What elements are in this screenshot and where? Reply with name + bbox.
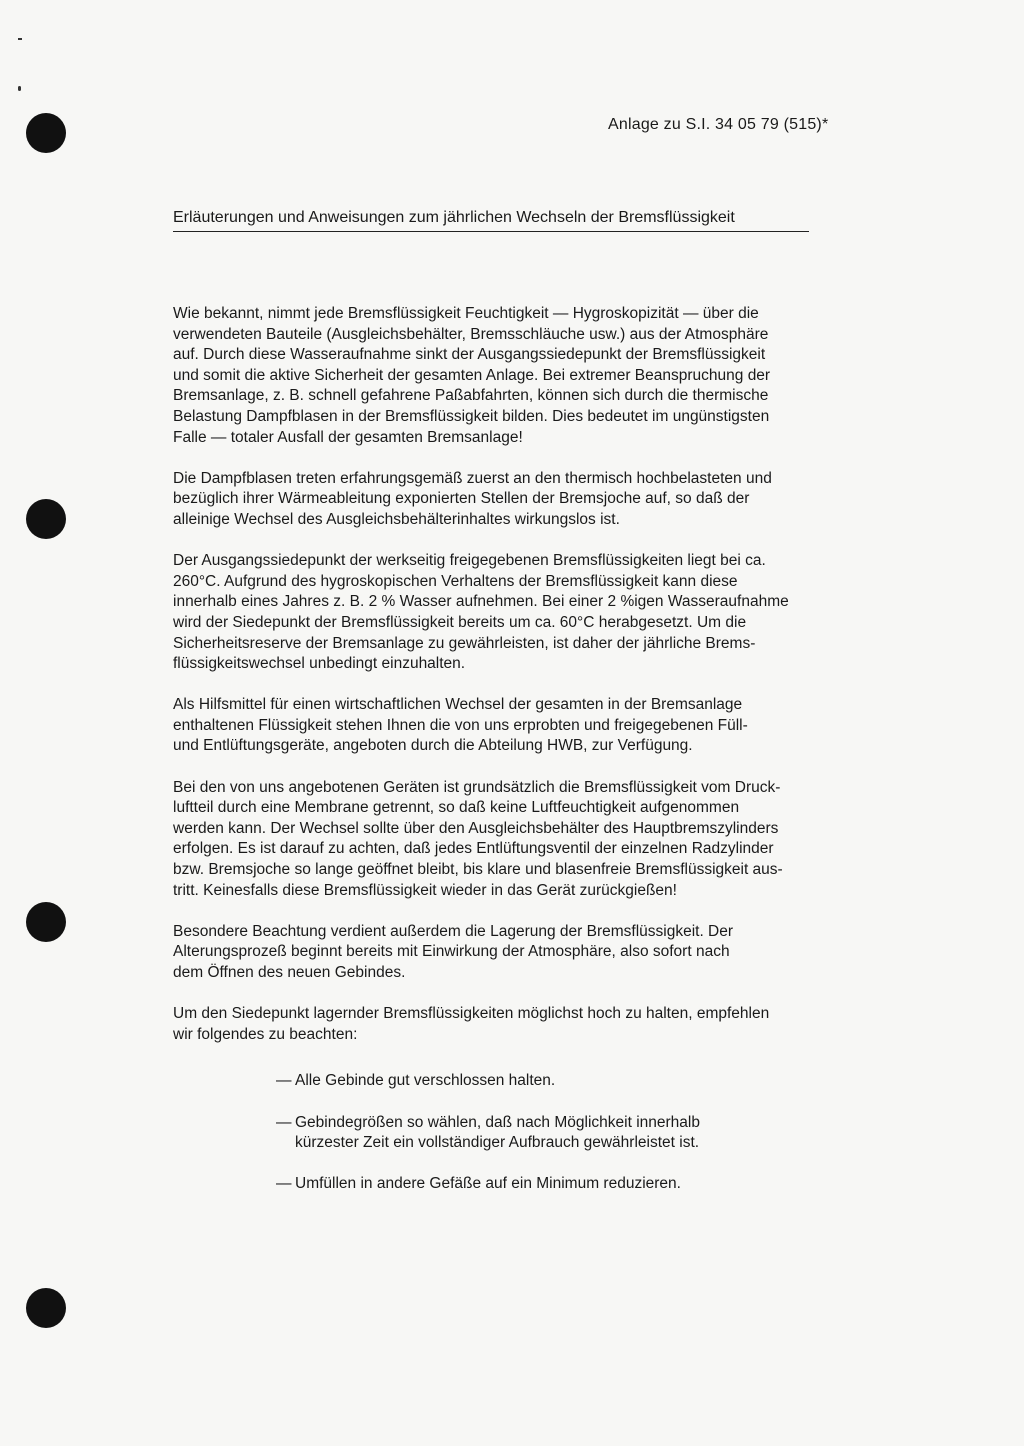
text-line: kürzester Zeit ein vollständiger Aufbrauch gewährleistet ist. [295,1134,700,1152]
recommendation-list [173,1071,885,1195]
text-line: und somit die aktive Sicherheit der gesamten Anlage. Bei extremer Beanspruchung der [173,366,771,384]
text-line: bzw. Bremsjoche so lange geöffnet bleibt, bis klare und blasenfreie Bremsflüssigkeit aus- [173,861,783,879]
dash-marker: — [276,1175,292,1193]
text-line: werden kann. Der Wechsel sollte über den Ausgleichsbehälter des Hauptbremszylinders [173,819,779,837]
list-item [276,1071,885,1092]
text-line: Alterungsprozeß beginnt bereits mit Einwirkung der Atmosphäre, also sofort nach [173,943,730,961]
text-line: Gebindegrößen so wählen, daß nach Möglichkeit innerhalb [295,1113,700,1131]
list-item [276,1174,885,1195]
text-line: erfolgen. Es ist darauf zu achten, daß jedes Entlüftungsventil der einzelnen Radzylinder [173,840,774,858]
dash-marker: — [276,1072,292,1090]
punch-hole [26,902,66,942]
list-item [276,1113,885,1154]
text-line: alleinige Wechsel des Ausgleichsbehälterinhaltes wirkungslos ist. [173,510,620,528]
text-line: Die Dampfblasen treten erfahrungsgemäß zuerst an den thermisch hochbelasteten und [173,469,772,487]
text-line: luftteil durch eine Membrane getrennt, so daß keine Luftfeuchtigkeit aufgenommen [173,799,740,817]
punch-hole [26,499,66,539]
paragraph-hygroscopy [173,304,885,448]
paragraph-vapor-bubbles [173,469,885,531]
paragraph-procedure [173,778,885,902]
punch-hole [26,113,66,153]
text-line: Bei den von uns angebotenen Geräten ist grundsätzlich die Bremsflüssigkeit vom Druck- [173,778,781,796]
document-body [173,304,885,1216]
text-line: Als Hilfsmittel für einen wirtschaftlichen Wechsel der gesamten in der Bremsanlage [173,696,743,714]
text-line: Falle — totaler Ausfall der gesamten Bremsanlage! [173,428,523,446]
text-line: Belastung Dampfblasen in der Bremsflüssigkeit bilden. Dies bedeutet im ungünstigsten [173,407,770,425]
text-line: wird der Siedepunkt der Bremsflüssigkeit bereits um ca. 60°C herabgesetzt. Um die [173,613,747,631]
paragraph-recommendations [173,1004,885,1045]
text-line: tritt. Keinesfalls diese Bremsflüssigkeit wieder in das Gerät zurückgießen! [173,881,677,899]
text-line: Um den Siedepunkt lagernder Bremsflüssigkeiten möglichst hoch zu halten, empfehlen [173,1005,770,1023]
paragraph-tools [173,695,885,757]
punch-hole [26,1288,66,1328]
scan-speck [18,38,22,40]
text-line: Alle Gebinde gut verschlossen halten. [295,1072,556,1090]
text-line: Der Ausgangssiedepunkt der werkseitig freigegebenen Bremsflüssigkeiten liegt bei ca. [173,552,766,570]
text-line: wir folgendes zu beachten: [173,1025,358,1043]
text-line: Besondere Beachtung verdient außerdem die Lagerung der Bremsflüssigkeit. Der [173,922,734,940]
text-line: 260°C. Aufgrund des hygroskopischen Verhaltens der Bremsflüssigkeit kann diese [173,572,738,590]
text-line: auf. Durch diese Wasseraufnahme sinkt der Ausgangssiedepunkt der Bremsflüssigkeit [173,346,766,364]
text-line: Bremsanlage, z. B. schnell gefahrene Paßabfahrten, können sich durch die thermische [173,387,769,405]
text-line: enthaltenen Flüssigkeit stehen Ihnen die von uns erprobten und freigegebenen Füll- [173,716,748,734]
dash-marker: — [276,1113,292,1131]
text-line: flüssigkeitswechsel unbedingt einzuhalten. [173,655,466,673]
text-line: bezüglich ihrer Wärmeableitung exponierten Stellen der Bremsjoche auf, so daß der [173,490,750,508]
text-line: Sicherheitsreserve der Bremsanlage zu gewährleisten, ist daher der jährliche Brems- [173,634,756,652]
text-line: und Entlüftungsgeräte, angeboten durch die Abteilung HWB, zur Verfügung. [173,737,693,755]
text-line: Umfüllen in andere Gefäße auf ein Minimum reduzieren. [295,1175,681,1193]
document-reference: Anlage zu S.I. 34 05 79 (515)* [608,116,829,133]
paragraph-boiling-point [173,551,885,675]
text-line: verwendeten Bauteile (Ausgleichsbehälter, Bremsschläuche usw.) aus der Atmosphäre [173,325,769,343]
scan-speck [18,86,21,91]
document-title: Erläuterungen und Anweisungen zum jährlichen Wechseln der Bremsflüssigkeit [173,209,809,232]
text-line: innerhalb eines Jahres z. B. 2 % Wasser aufnehmen. Bei einer 2 %igen Wasseraufnahme [173,593,789,611]
text-line: Wie bekannt, nimmt jede Bremsflüssigkeit Feuchtigkeit — Hygroskopizität — über die [173,305,759,322]
paragraph-storage [173,922,885,984]
text-line: dem Öffnen des neuen Gebindes. [173,964,406,981]
